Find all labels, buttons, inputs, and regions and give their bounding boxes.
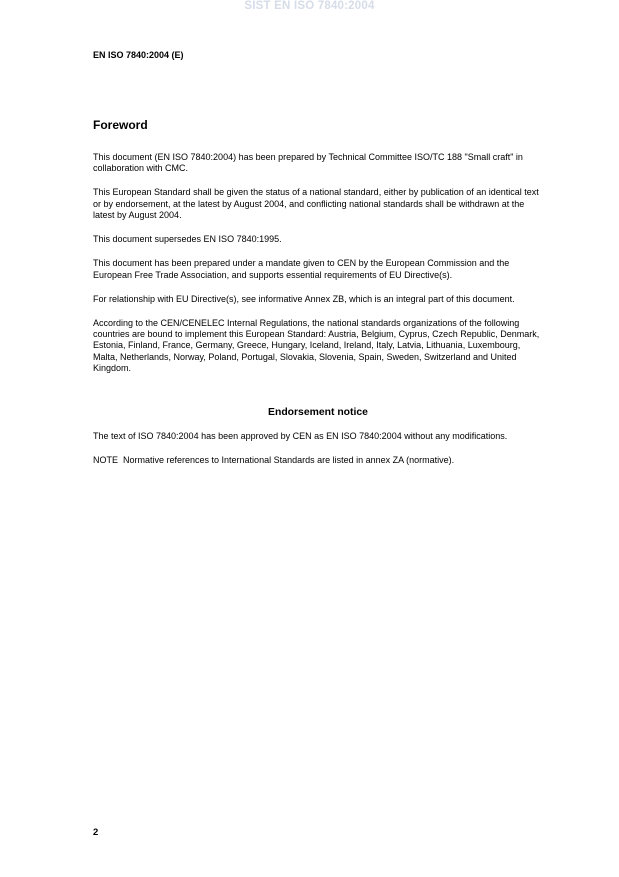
foreword-paragraph-5: For relationship with EU Directive(s), see informative Annex ZB, which is an integral part of this document. bbox=[93, 293, 515, 304]
foreword-paragraph-6: According to the CEN/CENELEC Internal Regulations, the national standards organizations of the following countries are bound to implement this European Standard: Austria, Belgium, Cyprus, Czech Republic, Denmark, Estonia, Finland, France, Germany, Greece, Hungary, Iceland, Ireland, Italy, Latvia, Lithuania, Luxembourg, Malta, Netherlands, Norway, Poland, Portugal, Slovakia, Slovenia, Spain, Sweden, Switzerland and United Kingdom. bbox=[93, 317, 540, 374]
foreword-paragraph-3: This document supersedes EN ISO 7840:1995. bbox=[93, 234, 282, 245]
endorsement-heading: Endorsement notice bbox=[268, 406, 368, 418]
document-header: EN ISO 7840:2004 (E) bbox=[93, 50, 184, 60]
foreword-paragraph-4: This document has been prepared under a mandate given to CEN by the European Commission and the European Free Trade Association, and supports essential requirements of EU Directive(s). bbox=[93, 258, 510, 280]
foreword-paragraph-1: This document (EN ISO 7840:2004) has been prepared by Technical Committee ISO/TC 188 "Small craft" in collaboration with CMC. bbox=[93, 152, 523, 174]
endorsement-note: NOTE Normative references to International Standards are listed in annex ZA (normative). bbox=[93, 455, 455, 466]
watermark: SIST EN ISO 7840:2004 bbox=[244, 0, 375, 12]
foreword-heading: Foreword bbox=[93, 118, 148, 132]
document-body bbox=[93, 152, 543, 479]
foreword-paragraph-2: This European Standard shall be given the status of a national standard, either by publication of an identical text or by endorsement, at the latest by August 2004, and conflicting national standards shall be withdrawn at the latest by August 2004. bbox=[93, 187, 539, 221]
page-number: 2 bbox=[93, 827, 99, 838]
endorsement-paragraph-1: The text of ISO 7840:2004 has been approved by CEN as EN ISO 7840:2004 without any modifications. bbox=[93, 431, 508, 442]
